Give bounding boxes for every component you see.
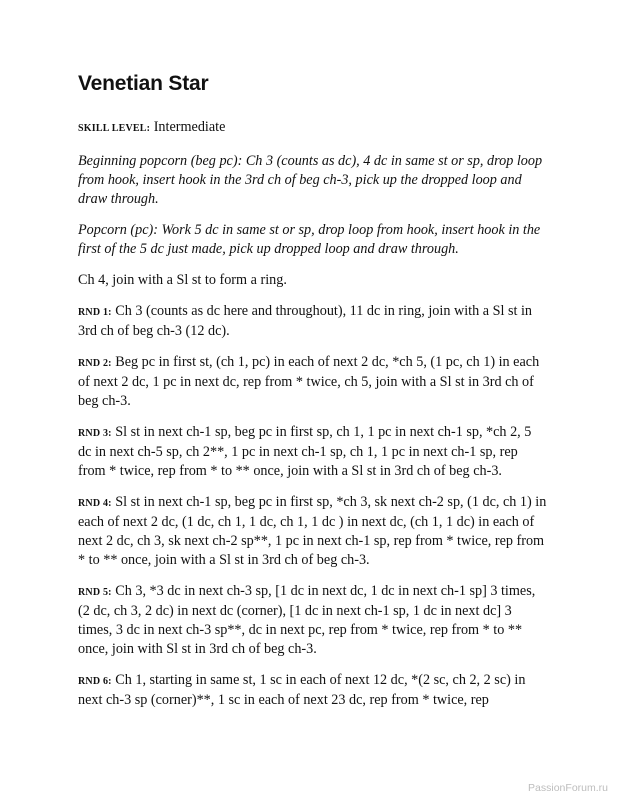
round-text: Ch 1, starting in same st, 1 sc in each of next 12 dc, *(2 sc, ch 2, 2 sc) in next ch-3 sp (corner)**, 1 sc in each of next 23 dc, rep from * twice, rep bbox=[78, 672, 526, 708]
round-label: RND 4: bbox=[78, 498, 112, 509]
round-label: RND 6: bbox=[78, 676, 112, 687]
round-label: RND 1: bbox=[78, 307, 112, 318]
pattern-title: Venetian Star bbox=[78, 72, 209, 95]
pattern-body bbox=[78, 118, 548, 722]
round-1 bbox=[78, 302, 548, 341]
watermark: PassionForum.ru bbox=[528, 782, 608, 794]
round-3 bbox=[78, 423, 548, 481]
round-label: RND 3: bbox=[78, 428, 112, 439]
note-popcorn: Popcorn (pc): Work 5 dc in same st or sp, drop loop from hook, insert hook in the first of the 5 dc just made, pick up dropped loop and draw through. bbox=[78, 222, 541, 257]
intro-instruction: Ch 4, join with a Sl st to form a ring. bbox=[78, 272, 287, 288]
skill-level-label: SKILL LEVEL: bbox=[78, 123, 151, 134]
round-2 bbox=[78, 353, 548, 411]
round-text: Ch 3 (counts as dc here and throughout), 11 dc in ring, join with a Sl st in 3rd ch of beg ch-3 (12 dc). bbox=[78, 303, 533, 339]
round-text: Beg pc in first st, (ch 1, pc) in each of next 2 dc, *ch 5, (1 pc, ch 1) in each of next 2 dc, 1 pc in next dc, rep from * twice, ch 5, join with a Sl st in 3rd ch of beg ch-3. bbox=[78, 354, 540, 409]
skill-level bbox=[78, 118, 548, 138]
round-5 bbox=[78, 582, 548, 659]
round-text: Sl st in next ch-1 sp, beg pc in first sp, *ch 3, sk next ch-2 sp, (1 dc, ch 1) in each of next 2 dc, (1 dc, ch 1, 1 dc, ch 1, 1 dc ) in next dc, (ch 1, 1 dc) in each of next 2 dc, ch 3, sk next ch-2 sp**, 1 pc in next ch-1 sp, rep from * twice, rep from * to ** once, join with a Sl st in 3rd ch of beg ch-3. bbox=[78, 494, 547, 568]
round-4 bbox=[78, 493, 548, 570]
note-beg-popcorn: Beginning popcorn (beg pc): Ch 3 (counts as dc), 4 dc in same st or sp, drop loop from hook, insert hook in the 3rd ch of beg ch-3, pick up the dropped loop and draw through. bbox=[78, 153, 543, 207]
round-label: RND 5: bbox=[78, 587, 112, 598]
skill-level-value: Intermediate bbox=[153, 119, 226, 135]
round-text: Ch 3, *3 dc in next ch-3 sp, [1 dc in next dc, 1 dc in next ch-1 sp] 3 times, (2 dc, ch 3, 2 dc) in next dc (corner), [1 dc in next ch-1 sp, 1 dc in next dc] 3 times, 3 dc in next ch-3 sp**, dc in next pc, rep from * twice, rep from * to ** once, join with Sl st in 3rd ch of beg ch-3. bbox=[78, 583, 536, 657]
round-6 bbox=[78, 671, 548, 710]
round-label: RND 2: bbox=[78, 358, 112, 369]
round-text: Sl st in next ch-1 sp, beg pc in first sp, ch 1, 1 pc in next ch-1 sp, *ch 2, 5 dc in next ch-5 sp, ch 2**, 1 pc in next ch-1 sp, ch 1, 1 pc in next ch-1 sp, rep from * twice, rep from * to ** once, join with a Sl st in 3rd ch of beg ch-3. bbox=[78, 424, 532, 479]
